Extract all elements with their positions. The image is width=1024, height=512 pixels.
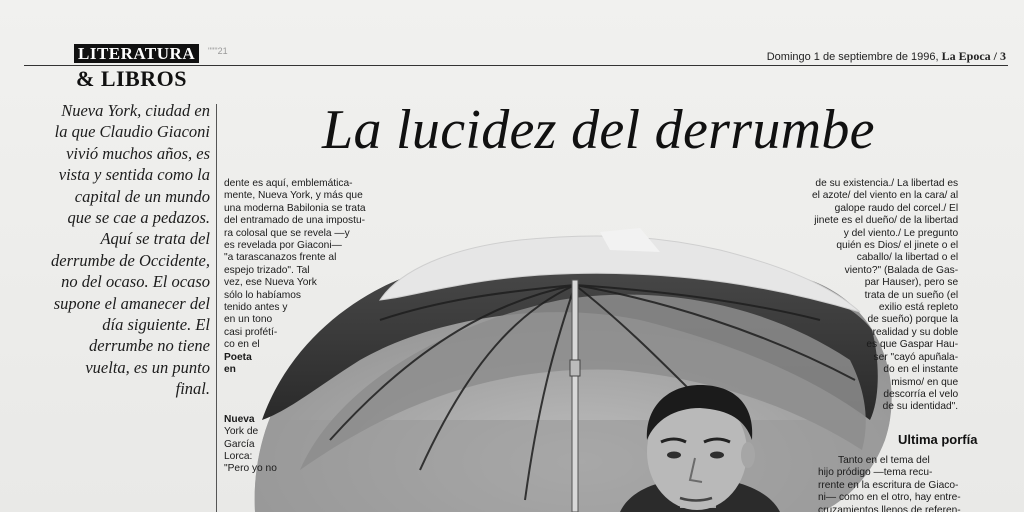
column-right-text xyxy=(812,178,958,414)
section-label-secondary: & LIBROS xyxy=(76,66,187,91)
column-line: ni— como en el otro, hay entre- xyxy=(818,492,961,504)
column-line: una moderna Babilonia se trata xyxy=(224,202,366,214)
column-line: de su existencia./ La libertad es xyxy=(815,178,959,189)
column-line: Poeta xyxy=(224,351,252,363)
column-line: es revelada por Giaconi— xyxy=(224,240,342,252)
column-line: realidad y su doble xyxy=(872,326,959,338)
column-line: par Hauser), pero se xyxy=(864,277,959,289)
column-line: sólo lo habíamos xyxy=(224,289,302,301)
column-line: el azote/ del viento en la cara/ al xyxy=(812,190,959,202)
pull-quote-line: Nueva York, ciudad en xyxy=(61,101,210,120)
subheading: Ultima porfía xyxy=(898,432,978,447)
column-line: y del viento./ Le pregunto xyxy=(843,227,959,239)
column-line: de su identidad". xyxy=(882,401,959,413)
page-number: 3 xyxy=(1000,49,1006,63)
column-bottom-text xyxy=(818,455,961,512)
column-line: vez, ese Nueva York xyxy=(224,277,317,289)
column-line: Nueva xyxy=(224,413,255,425)
column-line: cruzamientos llenos de referen- xyxy=(818,504,961,512)
headline: La lucidez del derrumbe xyxy=(322,99,875,161)
column-line: hijo pródigo —tema recu- xyxy=(818,467,933,479)
paper-name: La Epoca xyxy=(941,49,991,63)
column-line: del entramado de una impostu- xyxy=(224,215,366,227)
column-line: trata de un sueño (el xyxy=(864,289,959,301)
column-line: caballo/ la libertad o el xyxy=(856,252,959,264)
pull-quote-line: Aquí se trata del xyxy=(100,229,210,249)
column-line: descorría el velo xyxy=(883,388,959,400)
column-line: co en el xyxy=(224,339,260,351)
pull-quote-line: vuelta, es un punto xyxy=(85,357,210,377)
pull-quote-line: capital de un mundo xyxy=(74,186,210,206)
column-line: es que Gaspar Hau- xyxy=(866,339,959,351)
column-line: galope raudo del corcel./ El xyxy=(834,202,959,214)
pull-quote-line: derrumbe de Occidente, xyxy=(51,250,210,270)
folio-separator: / xyxy=(990,49,1000,63)
column-line: "Pero yo no xyxy=(224,463,277,475)
column-line: mismo/ en que xyxy=(891,376,959,388)
column-line: viento?" (Balada de Gas- xyxy=(844,264,959,276)
column-line: dente es aquí, emblemática- xyxy=(224,178,353,189)
column-line: de sueño) porque la xyxy=(867,314,959,326)
column-left-text xyxy=(224,178,366,476)
column-line: quién es Dios/ el jinete o el xyxy=(836,240,959,252)
column-line: do en el instante xyxy=(883,364,959,376)
section-marks: """21 xyxy=(208,46,228,56)
column-line: mente, Nueva York, y más que xyxy=(224,190,363,202)
column-line xyxy=(224,401,366,413)
column-line: exilio está repleto xyxy=(878,302,959,314)
section-label: LITERATURA xyxy=(74,44,199,63)
issue-date: Domingo 1 de septiembre de 1996, xyxy=(766,51,939,63)
column-line: en xyxy=(224,364,236,376)
pull-quote-line: supone el amanecer del xyxy=(53,293,210,313)
pull-quote-line: día siguiente. El xyxy=(102,315,210,335)
column-line: "a tarascanazos frente al xyxy=(224,252,337,264)
column-line: Tanto en el tema del xyxy=(838,455,930,466)
pull-quote-line: derrumbe no tiene xyxy=(89,336,210,356)
pull-quote-line: la que Claudio Giaconi xyxy=(54,122,210,142)
pull-quote-line: vivió muchos años, es xyxy=(66,143,210,163)
column-line: ra colosal que se revela —y xyxy=(224,227,350,239)
column-line: espejo trizado". Tal xyxy=(224,264,310,276)
column-line: jinete es el dueño/ de la libertad xyxy=(814,215,959,227)
column-line: York de xyxy=(224,426,259,438)
column-line xyxy=(224,377,366,389)
pull-quote-line: que se cae a pedazos. xyxy=(67,208,210,228)
pull-quote-line: no del ocaso. El ocaso xyxy=(61,272,210,292)
column-line: en un tono xyxy=(224,314,273,326)
column-line xyxy=(224,389,366,401)
column-line: García xyxy=(224,438,255,450)
pull-quote-line: final. xyxy=(175,379,210,399)
column-line: Lorca: xyxy=(224,450,253,462)
column-line: rrente en la escritura de Giaco- xyxy=(818,479,959,491)
pull-quote-line: vista y sentida como la xyxy=(58,165,210,185)
column-line: ser "cayó apuñala- xyxy=(873,351,959,363)
column-line: casi profétí- xyxy=(224,326,278,338)
column-line: tenido antes y xyxy=(224,302,288,314)
